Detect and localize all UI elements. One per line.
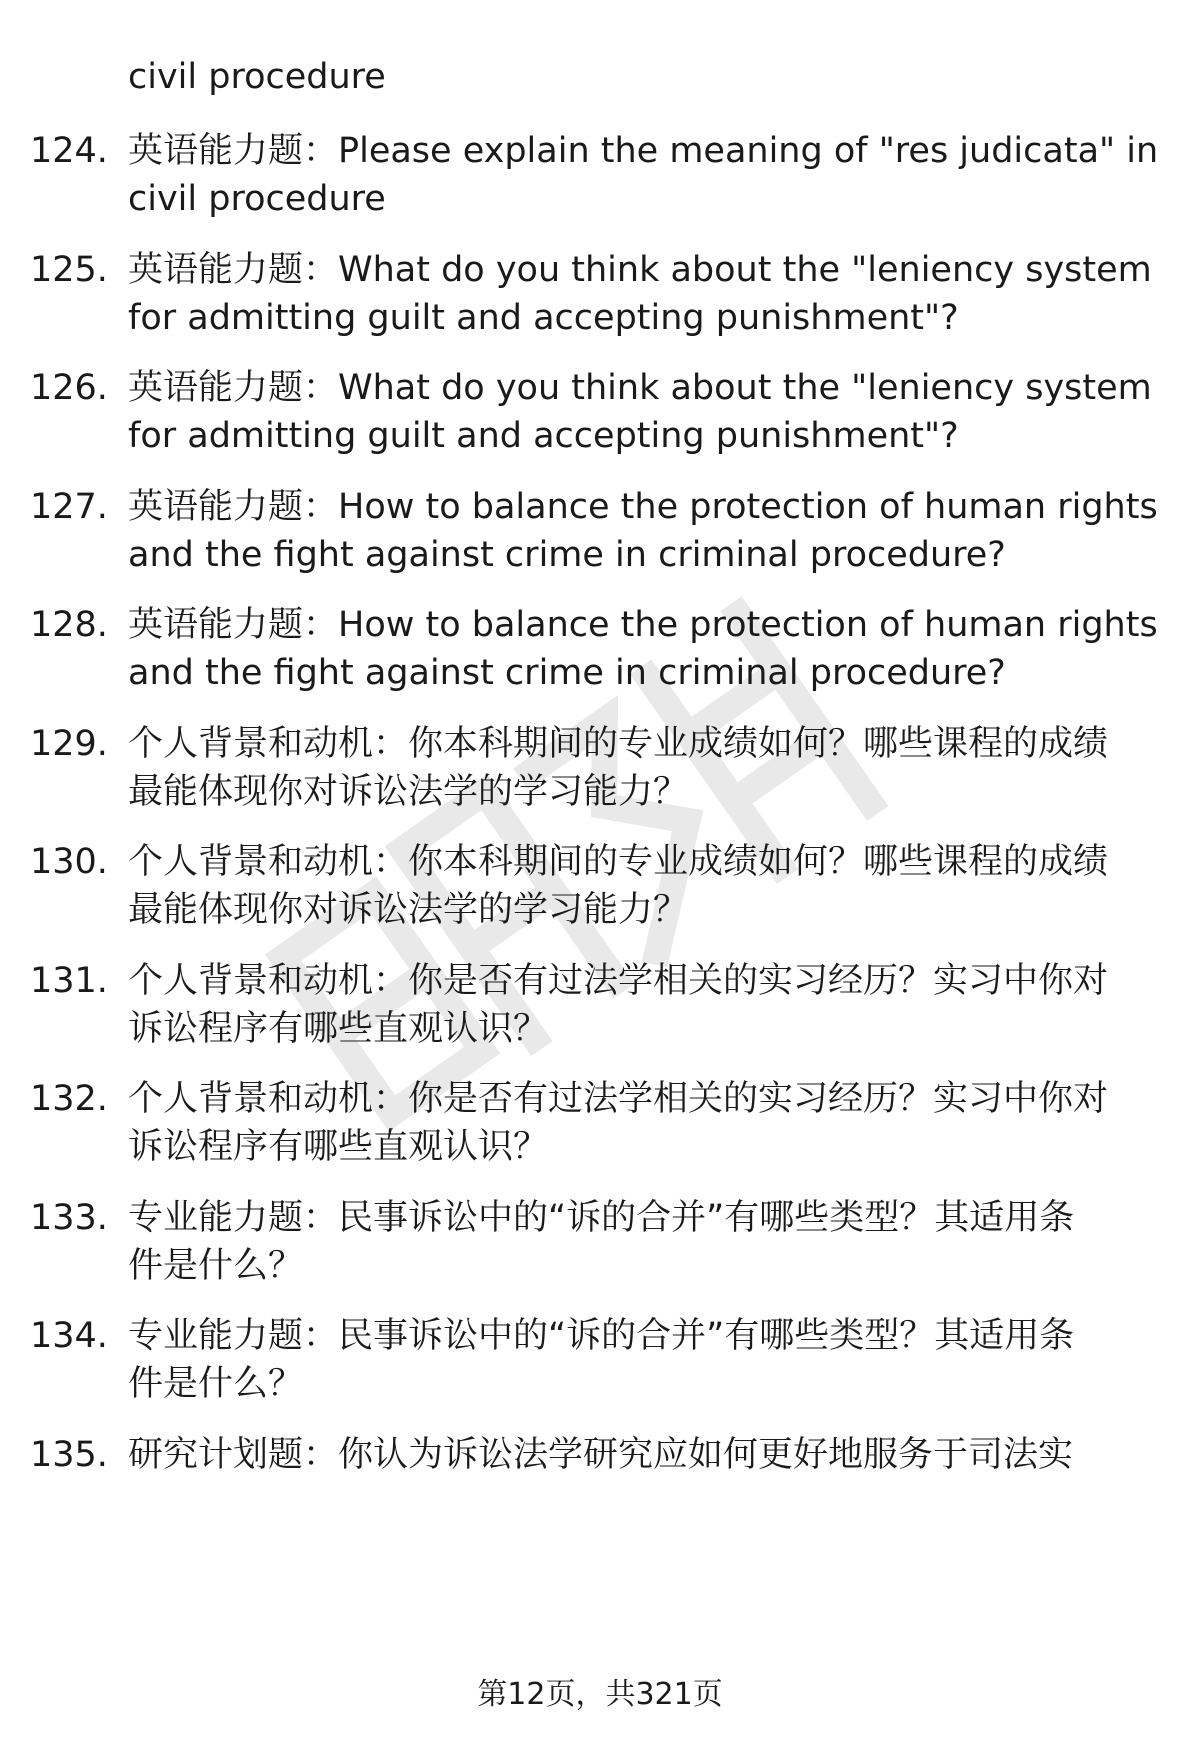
item-text-line: 英语能力题：Please explain the meaning of "res judicata" in — [128, 131, 1159, 171]
item-text-line: civil procedure — [128, 179, 386, 219]
item-text-line: 英语能力题：How to balance the protection of human rights — [128, 487, 1158, 527]
item-text-line: and the fight against crime in criminal procedure? — [128, 653, 1006, 693]
item-number: 131. — [30, 961, 108, 1001]
item-text-line: 件是什么？ — [128, 1246, 304, 1286]
item-text-line: 个人背景和动机：你是否有过法学相关的实习经历？实习中你对 — [128, 961, 1109, 1001]
item-text-line: 最能体现你对诉讼法学的学习能力？ — [128, 772, 689, 812]
item-text-line: 个人背景和动机：你本科期间的专业成绩如何？哪些课程的成绩 — [128, 842, 1109, 882]
item-text-line: 英语能力题：What do you think about the "leniency system — [128, 368, 1152, 408]
item-number: 130. — [30, 842, 108, 882]
item-number: 129. — [30, 724, 108, 764]
item-text-line: 研究计划题：你认为诉讼法学研究应如何更好地服务于司法实 — [128, 1435, 1074, 1475]
item-number: 134. — [30, 1316, 108, 1356]
item-text-line: 个人背景和动机：你本科期间的专业成绩如何？哪些课程的成绩 — [128, 724, 1109, 764]
item-text-line: for admitting guilt and accepting punishment"? — [128, 416, 959, 456]
item-number: 124. — [30, 131, 108, 171]
item-text-line: 专业能力题：民事诉讼中的“诉的合并”有哪些类型？其适用条 — [128, 1198, 1075, 1238]
item-number: 128. — [30, 605, 108, 645]
item-text-line: 英语能力题：What do you think about the "leniency system — [128, 250, 1152, 290]
item-text-line: 最能体现你对诉讼法学的学习能力？ — [128, 890, 689, 930]
item-text-line: for admitting guilt and accepting punishment"? — [128, 298, 959, 338]
item-text-line: 英语能力题：How to balance the protection of human rights — [128, 605, 1158, 645]
page-footer: 第12页，共321页 — [477, 1677, 723, 1712]
item-text-line: 诉讼程序有哪些直观认识？ — [128, 1127, 549, 1167]
item-number: 135. — [30, 1435, 108, 1475]
item-text-line: 件是什么？ — [128, 1364, 304, 1404]
item-text-line: 个人背景和动机：你是否有过法学相关的实习经历？实习中你对 — [128, 1079, 1109, 1119]
item-text-line: and the fight against crime in criminal procedure? — [128, 535, 1006, 575]
item-text-line: 诉讼程序有哪些直观认识？ — [128, 1009, 549, 1049]
item-number: 133. — [30, 1198, 108, 1238]
item-number: 132. — [30, 1079, 108, 1119]
item-text-line: civil procedure — [128, 57, 386, 97]
item-number: 126. — [30, 368, 108, 408]
item-text-line: 专业能力题：民事诉讼中的“诉的合并”有哪些类型？其适用条 — [128, 1316, 1075, 1356]
item-number: 127. — [30, 487, 108, 527]
item-number: 125. — [30, 250, 108, 290]
